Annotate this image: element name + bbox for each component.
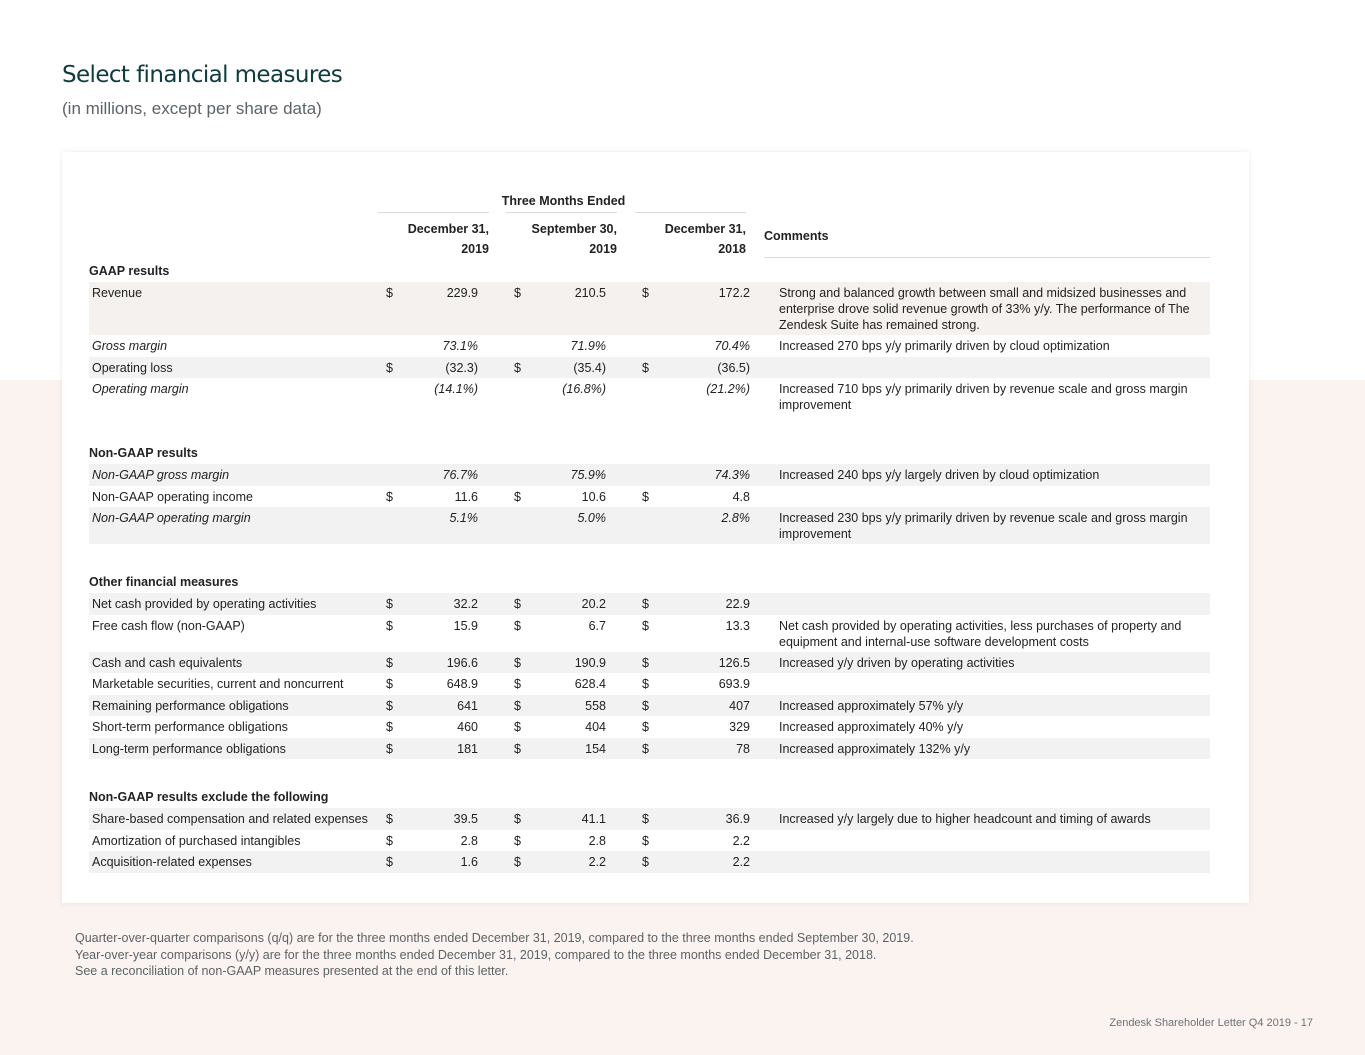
row-label: Remaining performance obligations: [92, 698, 289, 713]
value-cell: [635, 507, 763, 528]
table-row: [89, 282, 1210, 335]
column-header: December 31, 2019: [378, 212, 489, 259]
group-header: Three Months Ended: [501, 194, 626, 208]
currency-symbol: $: [642, 286, 649, 300]
value-cell: [507, 335, 635, 356]
table-row: [89, 830, 1210, 852]
comment: [763, 673, 1210, 678]
value: (21.2%): [706, 382, 750, 396]
currency-symbol: $: [386, 360, 393, 375]
row-label: Net cash provided by operating activities: [92, 597, 317, 611]
table-row: [89, 851, 1210, 873]
value-cell: [379, 851, 507, 872]
value: 2.2: [732, 833, 750, 848]
value: 641: [457, 698, 478, 713]
value: 404: [585, 720, 606, 734]
row-label: Non-GAAP operating margin: [92, 511, 251, 525]
value-cell: [635, 464, 763, 485]
currency-symbol: $: [642, 655, 649, 670]
table-row: [89, 652, 1210, 674]
comments-header: Comments: [764, 229, 1210, 258]
value-cell: [379, 357, 507, 378]
currency-symbol: $: [642, 677, 649, 691]
value: 126.5: [718, 655, 750, 670]
value-cell: [507, 695, 635, 716]
value-cell: [507, 486, 635, 507]
value-cell: [507, 673, 635, 694]
table-row: [89, 335, 1210, 357]
value-cell: [379, 593, 507, 614]
value-cell: [507, 464, 635, 485]
currency-symbol: $: [514, 720, 521, 734]
currency-symbol: $: [514, 618, 521, 633]
value-cell: [635, 808, 763, 829]
section-spacer: [89, 759, 1210, 787]
value: 2.8%: [721, 511, 750, 525]
table-row: [89, 486, 1210, 508]
value-cell: [507, 378, 635, 399]
table-row: [89, 593, 1210, 615]
table-row: [89, 507, 1210, 544]
comment: [763, 593, 1210, 598]
value: 74.3%: [714, 468, 750, 482]
value-cell: [635, 851, 763, 872]
financial-table: [89, 193, 1210, 873]
currency-symbol: $: [386, 812, 393, 826]
value-cell: [635, 593, 763, 614]
value: 71.9%: [570, 339, 606, 353]
value-cell: [635, 695, 763, 716]
value: 70.4%: [714, 339, 750, 353]
currency-symbol: $: [386, 286, 393, 300]
value: 172.2: [718, 286, 750, 300]
currency-symbol: $: [514, 489, 521, 504]
currency-symbol: $: [642, 360, 649, 375]
table-row: [89, 808, 1210, 830]
page-subtitle: (in millions, except per share data): [62, 99, 322, 118]
currency-symbol: $: [514, 698, 521, 713]
value: 628.4: [574, 677, 606, 691]
value: 329: [729, 720, 750, 734]
value: (32.3): [445, 360, 478, 375]
section-title: Non-GAAP results exclude the following: [89, 790, 329, 804]
row-label: Non-GAAP operating income: [92, 489, 253, 504]
currency-symbol: $: [642, 597, 649, 611]
row-label: Acquisition-related expenses: [92, 855, 252, 869]
currency-symbol: $: [386, 720, 393, 734]
value: 2.8: [460, 833, 478, 848]
comment: [763, 830, 1210, 835]
value: 154: [585, 741, 606, 756]
currency-symbol: $: [642, 833, 649, 848]
value-cell: [379, 507, 507, 528]
value: 2.8: [588, 833, 606, 848]
comment: Increased 710 bps y/y primarily driven by revenue scale and gross margin improvement: [779, 382, 1188, 412]
value: 39.5: [453, 812, 478, 826]
comment: [763, 357, 1210, 362]
value-cell: [379, 673, 507, 694]
value: 20.2: [581, 597, 606, 611]
currency-symbol: $: [642, 698, 649, 713]
table-row: [89, 464, 1210, 486]
value-cell: [507, 593, 635, 614]
value-cell: [379, 615, 507, 636]
value: 460: [457, 720, 478, 734]
value: (16.8%): [562, 382, 606, 396]
section-title: Other financial measures: [89, 575, 239, 589]
value-cell: [507, 357, 635, 378]
currency-symbol: $: [386, 698, 393, 713]
value: 5.0%: [577, 511, 606, 525]
row-label: Long-term performance obligations: [92, 741, 286, 756]
value-cell: [379, 486, 507, 507]
currency-symbol: $: [514, 655, 521, 670]
comment: Increased y/y largely due to higher headcount and timing of awards: [779, 812, 1151, 826]
table-body: [89, 261, 1210, 873]
table-row: [89, 738, 1210, 760]
table-row: [89, 357, 1210, 379]
row-label: Operating margin: [92, 382, 189, 396]
value: 32.2: [453, 597, 478, 611]
value: 6.7: [588, 618, 606, 633]
row-label: Share-based compensation and related expenses: [92, 812, 368, 826]
value: 73.1%: [442, 339, 478, 353]
currency-symbol: $: [642, 855, 649, 869]
currency-symbol: $: [642, 618, 649, 633]
currency-symbol: $: [514, 833, 521, 848]
comment: Increased y/y driven by operating activities: [779, 655, 1015, 670]
value-cell: [635, 378, 763, 399]
row-label: Revenue: [92, 286, 143, 300]
section-spacer: [89, 544, 1210, 572]
value-cell: [635, 615, 763, 636]
value: 229.9: [446, 286, 478, 300]
currency-symbol: $: [386, 489, 393, 504]
value-cell: [635, 738, 763, 759]
value: 558: [585, 698, 606, 713]
value-cell: [507, 851, 635, 872]
column-header: September 30, 2019: [506, 212, 617, 259]
value: 181: [457, 741, 478, 756]
table-row: [89, 695, 1210, 717]
value: 648.9: [446, 677, 478, 691]
comment: Increased approximately 40% y/y: [779, 720, 964, 734]
value-cell: [507, 738, 635, 759]
currency-symbol: $: [514, 812, 521, 826]
section-title: Non-GAAP results: [89, 446, 198, 460]
value: (35.4): [573, 360, 606, 375]
value: 4.8: [732, 489, 750, 504]
value-cell: [507, 716, 635, 737]
row-label: Short-term performance obligations: [92, 720, 288, 734]
currency-symbol: $: [642, 741, 649, 756]
currency-symbol: $: [642, 812, 649, 826]
currency-symbol: $: [386, 597, 393, 611]
value-cell: [379, 464, 507, 485]
value-cell: [635, 716, 763, 737]
value: (14.1%): [434, 382, 478, 396]
currency-symbol: $: [514, 286, 521, 300]
value-cell: [379, 808, 507, 829]
section-spacer: [89, 415, 1210, 443]
value: 15.9: [453, 618, 478, 633]
footnotes: [75, 930, 914, 980]
value-cell: [379, 282, 507, 303]
comment: Increased 230 bps y/y primarily driven by revenue scale and gross margin improvement: [779, 511, 1188, 541]
currency-symbol: $: [386, 655, 393, 670]
comment: Strong and balanced growth between small and midsized businesses and enterprise drove solid revenue growth of 33% y/y. The performance of The Zendesk Suite has remained strong.: [779, 286, 1190, 332]
row-label: Non-GAAP gross margin: [92, 468, 230, 482]
value-cell: [379, 652, 507, 673]
comment: Increased approximately 132% y/y: [779, 741, 971, 756]
currency-symbol: $: [386, 855, 393, 869]
value: 5.1%: [449, 511, 478, 525]
value-cell: [379, 738, 507, 759]
value: 41.1: [581, 812, 606, 826]
value-cell: [635, 830, 763, 851]
value-cell: [507, 808, 635, 829]
comment: [763, 486, 1210, 491]
footnote: Year-over-year comparisons (y/y) are for the three months ended December 31, 2019, compared to the three months ended December 31, 2018.: [75, 947, 877, 962]
currency-symbol: $: [514, 741, 521, 756]
value: 10.6: [581, 489, 606, 504]
currency-symbol: $: [514, 855, 521, 869]
value: 2.2: [588, 855, 606, 869]
value-cell: [507, 652, 635, 673]
value: 11.6: [454, 489, 478, 504]
column-header: December 31, 2018: [635, 212, 746, 259]
value: 1.6: [460, 855, 478, 869]
currency-symbol: $: [514, 677, 521, 691]
currency-symbol: $: [386, 677, 393, 691]
value: 210.5: [574, 286, 606, 300]
value: 196.6: [446, 655, 478, 670]
value: 13.3: [725, 618, 750, 633]
table-row: [89, 615, 1210, 652]
value-cell: [635, 335, 763, 356]
value-cell: [635, 652, 763, 673]
footnote: Quarter-over-quarter comparisons (q/q) are for the three months ended December 31, 2019, compared to the three months ended September 30, 2019.: [75, 931, 914, 945]
value-cell: [635, 282, 763, 303]
currency-symbol: $: [386, 618, 393, 633]
section-title: GAAP results: [89, 264, 170, 278]
row-label: Cash and cash equivalents: [92, 655, 243, 670]
page-footer: Zendesk Shareholder Letter Q4 2019 - 17: [1109, 1017, 1313, 1029]
table-header: [89, 193, 1210, 261]
value: 36.9: [725, 812, 750, 826]
value-cell: [507, 830, 635, 851]
table-row: [89, 673, 1210, 695]
currency-symbol: $: [514, 597, 521, 611]
currency-symbol: $: [642, 720, 649, 734]
comment: Increased approximately 57% y/y: [779, 698, 964, 713]
comment: Increased 270 bps y/y primarily driven by cloud optimization: [779, 339, 1110, 353]
comment: Increased 240 bps y/y largely driven by cloud optimization: [779, 468, 1100, 482]
value-cell: [379, 378, 507, 399]
value-cell: [635, 357, 763, 378]
value: 78: [736, 741, 750, 756]
row-label: Gross margin: [92, 339, 168, 353]
value-cell: [635, 486, 763, 507]
row-label: Operating loss: [92, 360, 173, 375]
value-cell: [507, 507, 635, 528]
value: 76.7%: [442, 468, 478, 482]
value-cell: [507, 615, 635, 636]
value-cell: [379, 830, 507, 851]
row-label: Amortization of purchased intangibles: [92, 833, 301, 848]
value: 693.9: [718, 677, 750, 691]
table-row: [89, 378, 1210, 415]
currency-symbol: $: [514, 360, 521, 375]
table-row: [89, 716, 1210, 738]
value: 190.9: [574, 655, 606, 670]
row-label: Free cash flow (non-GAAP): [92, 618, 245, 633]
value: 407: [729, 698, 750, 713]
value-cell: [507, 282, 635, 303]
value: 75.9%: [570, 468, 606, 482]
value: 2.2: [732, 855, 750, 869]
currency-symbol: $: [386, 833, 393, 848]
row-label: Marketable securities, current and noncurrent: [92, 677, 344, 691]
comment: Net cash provided by operating activities, less purchases of property and equipment and internal-use software development costs: [779, 618, 1182, 649]
value: (36.5): [717, 360, 750, 375]
value-cell: [379, 716, 507, 737]
value-cell: [635, 673, 763, 694]
comment: [763, 851, 1210, 856]
value-cell: [379, 695, 507, 716]
footnote: See a reconciliation of non-GAAP measures presented at the end of this letter.: [75, 964, 509, 978]
value-cell: [379, 335, 507, 356]
currency-symbol: $: [386, 741, 393, 756]
currency-symbol: $: [642, 489, 649, 504]
value: 22.9: [725, 597, 750, 611]
page-title: Select financial measures: [62, 62, 343, 88]
